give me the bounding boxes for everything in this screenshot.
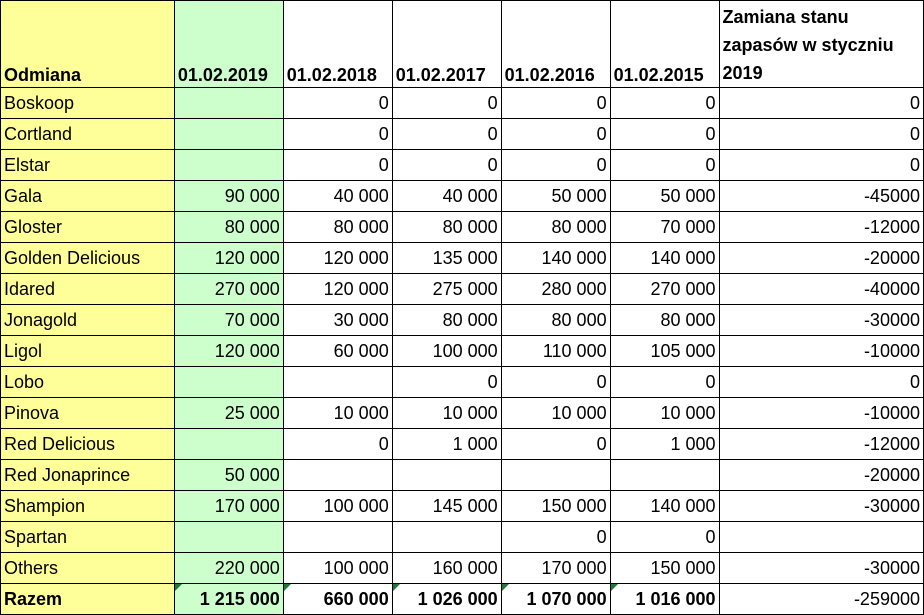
cell-variety[interactable]: Cortland xyxy=(1,119,175,150)
cell-variety[interactable]: Red Delicious xyxy=(1,429,175,460)
cell-variety[interactable]: Pinova xyxy=(1,398,175,429)
cell-2019[interactable]: 270 000 xyxy=(174,274,283,305)
cell-2018[interactable] xyxy=(283,460,392,491)
table-row xyxy=(1,522,924,553)
cell-2017[interactable]: 1 000 xyxy=(392,429,501,460)
cell-value: 1 070 000 xyxy=(526,589,607,609)
cell-2017[interactable]: 0 xyxy=(392,119,501,150)
cell-2016[interactable]: 280 000 xyxy=(501,274,610,305)
table-row xyxy=(1,336,924,367)
cell-variety[interactable]: Shampion xyxy=(1,491,175,522)
cell-variety[interactable]: Others xyxy=(1,553,175,584)
cell-change[interactable]: -30000 xyxy=(719,553,923,584)
cell-2017[interactable]: 145 000 xyxy=(392,491,501,522)
formula-warning-indicator xyxy=(393,584,400,591)
cell-variety[interactable]: Red Jonaprince xyxy=(1,460,175,491)
cell-value: 1 016 000 xyxy=(635,589,716,609)
cell-2019[interactable]: 25 000 xyxy=(174,398,283,429)
cell-variety[interactable]: Ligol xyxy=(1,336,175,367)
cell-value: 1 026 000 xyxy=(417,589,498,609)
cell-2016[interactable]: 110 000 xyxy=(501,336,610,367)
cell-2017[interactable]: 100 000 xyxy=(392,336,501,367)
cell-change[interactable]: -45000 xyxy=(719,181,923,212)
cell-2015[interactable] xyxy=(610,584,719,615)
cell-2019[interactable] xyxy=(174,367,283,398)
cell-variety[interactable]: Razem xyxy=(1,584,175,615)
cell-2017[interactable]: 275 000 xyxy=(392,274,501,305)
cell-change[interactable]: -20000 xyxy=(719,460,923,491)
cell-change[interactable]: -30000 xyxy=(719,491,923,522)
cell-2018[interactable]: 120 000 xyxy=(283,274,392,305)
cell-change[interactable]: 0 xyxy=(719,119,923,150)
table-row xyxy=(1,460,924,491)
formula-warning-indicator xyxy=(611,584,618,591)
cell-2017[interactable] xyxy=(392,460,501,491)
cell-2019[interactable]: 120 000 xyxy=(174,243,283,274)
cell-2018[interactable] xyxy=(283,367,392,398)
cell-2018[interactable]: 60 000 xyxy=(283,336,392,367)
cell-2017[interactable]: 160 000 xyxy=(392,553,501,584)
table-row xyxy=(1,398,924,429)
cell-2018[interactable]: 0 xyxy=(283,119,392,150)
cell-2017[interactable] xyxy=(392,522,501,553)
cell-value: 660 000 xyxy=(323,589,389,609)
table-row xyxy=(1,429,924,460)
table-row xyxy=(1,88,924,119)
cell-2019[interactable] xyxy=(174,150,283,181)
cell-2017[interactable]: 0 xyxy=(392,150,501,181)
cell-change[interactable]: -40000 xyxy=(719,274,923,305)
cell-2018[interactable]: 10 000 xyxy=(283,398,392,429)
cell-2016[interactable]: 0 xyxy=(501,522,610,553)
header-row xyxy=(1,1,924,88)
formula-warning-indicator xyxy=(175,584,182,591)
table-row xyxy=(1,243,924,274)
cell-2015[interactable]: 50 000 xyxy=(610,181,719,212)
cell-change[interactable]: -30000 xyxy=(719,305,923,336)
cell-2015[interactable]: 0 xyxy=(610,522,719,553)
cell-2015[interactable]: 0 xyxy=(610,150,719,181)
formula-warning-indicator xyxy=(284,584,291,591)
header-cell-variety[interactable]: Odmiana xyxy=(1,1,175,88)
cell-variety[interactable]: Elstar xyxy=(1,150,175,181)
cell-2017[interactable]: 0 xyxy=(392,88,501,119)
cell-2015[interactable]: 140 000 xyxy=(610,243,719,274)
cell-2019[interactable]: 170 000 xyxy=(174,491,283,522)
cell-2016[interactable]: 50 000 xyxy=(501,181,610,212)
cell-2016[interactable]: 140 000 xyxy=(501,243,610,274)
cell-2018[interactable]: 80 000 xyxy=(283,212,392,243)
cell-2016[interactable]: 0 xyxy=(501,150,610,181)
cell-2016[interactable]: 0 xyxy=(501,119,610,150)
cell-2016[interactable]: 0 xyxy=(501,88,610,119)
cell-change[interactable]: 0 xyxy=(719,88,923,119)
cell-variety[interactable]: Jonagold xyxy=(1,305,175,336)
cell-2016[interactable]: 150 000 xyxy=(501,491,610,522)
cell-2015[interactable]: 0 xyxy=(610,119,719,150)
cell-2015[interactable]: 0 xyxy=(610,88,719,119)
table-row xyxy=(1,367,924,398)
cell-change[interactable]: -12000 xyxy=(719,429,923,460)
cell-2019[interactable]: 120 000 xyxy=(174,336,283,367)
cell-2019[interactable]: 70 000 xyxy=(174,305,283,336)
cell-2015[interactable]: 270 000 xyxy=(610,274,719,305)
header-cell-2018[interactable]: 01.02.2018 xyxy=(283,1,392,88)
cell-2016[interactable]: 80 000 xyxy=(501,212,610,243)
table-row xyxy=(1,181,924,212)
cell-2015[interactable]: 10 000 xyxy=(610,398,719,429)
cell-2018[interactable]: 0 xyxy=(283,429,392,460)
cell-2018[interactable]: 120 000 xyxy=(283,243,392,274)
cell-change[interactable]: 0 xyxy=(719,367,923,398)
cell-change[interactable]: -10000 xyxy=(719,398,923,429)
cell-2019[interactable]: 220 000 xyxy=(174,553,283,584)
cell-change[interactable]: -259000 xyxy=(719,584,923,615)
cell-2015[interactable]: 70 000 xyxy=(610,212,719,243)
cell-2016[interactable]: 80 000 xyxy=(501,305,610,336)
cell-variety[interactable]: Boskoop xyxy=(1,88,175,119)
cell-2019[interactable] xyxy=(174,88,283,119)
header-cell-change[interactable]: Zamiana stanu zapasów w styczniu 2019 xyxy=(719,1,923,88)
cell-2016[interactable]: 170 000 xyxy=(501,553,610,584)
table-row xyxy=(1,274,924,305)
cell-2019[interactable] xyxy=(174,522,283,553)
cell-2018[interactable] xyxy=(283,522,392,553)
cell-2017[interactable]: 80 000 xyxy=(392,212,501,243)
cell-2017[interactable]: 40 000 xyxy=(392,181,501,212)
cell-2019[interactable] xyxy=(174,119,283,150)
cell-variety[interactable]: Gala xyxy=(1,181,175,212)
cell-2018[interactable] xyxy=(283,584,392,615)
cell-2015[interactable] xyxy=(610,460,719,491)
table-row xyxy=(1,305,924,336)
cell-variety[interactable]: Idared xyxy=(1,274,175,305)
header-cell-2017[interactable]: 01.02.2017 xyxy=(392,1,501,88)
cell-change[interactable]: 0 xyxy=(719,150,923,181)
header-cell-2015[interactable]: 01.02.2015 xyxy=(610,1,719,88)
cell-2016[interactable] xyxy=(501,584,610,615)
cell-2016[interactable] xyxy=(501,460,610,491)
cell-2018[interactable]: 0 xyxy=(283,150,392,181)
table-row xyxy=(1,119,924,150)
total-row xyxy=(1,584,924,615)
cell-2016[interactable]: 0 xyxy=(501,367,610,398)
cell-2019[interactable]: 50 000 xyxy=(174,460,283,491)
formula-warning-indicator xyxy=(502,584,509,591)
cell-2018[interactable]: 40 000 xyxy=(283,181,392,212)
table-row xyxy=(1,553,924,584)
cell-change[interactable] xyxy=(719,522,923,553)
cell-change[interactable]: -10000 xyxy=(719,336,923,367)
cell-2019[interactable] xyxy=(174,429,283,460)
cell-2018[interactable]: 30 000 xyxy=(283,305,392,336)
table-row xyxy=(1,491,924,522)
cell-value: 1 215 000 xyxy=(199,589,280,609)
cell-2016[interactable]: 10 000 xyxy=(501,398,610,429)
cell-change[interactable]: -20000 xyxy=(719,243,923,274)
table-row xyxy=(1,150,924,181)
cell-2019[interactable]: 90 000 xyxy=(174,181,283,212)
cell-2015[interactable]: 140 000 xyxy=(610,491,719,522)
cell-variety[interactable]: Gloster xyxy=(1,212,175,243)
header-cell-2019[interactable]: 01.02.2019 xyxy=(174,1,283,88)
cell-variety[interactable]: Lobo xyxy=(1,367,175,398)
cell-change[interactable]: -12000 xyxy=(719,212,923,243)
cell-2017[interactable]: 135 000 xyxy=(392,243,501,274)
cell-2015[interactable]: 80 000 xyxy=(610,305,719,336)
cell-2017[interactable]: 10 000 xyxy=(392,398,501,429)
cell-2015[interactable]: 105 000 xyxy=(610,336,719,367)
cell-2018[interactable]: 0 xyxy=(283,88,392,119)
table-row xyxy=(1,212,924,243)
header-cell-2016[interactable]: 01.02.2016 xyxy=(501,1,610,88)
cell-2017[interactable] xyxy=(392,584,501,615)
cell-2015[interactable]: 150 000 xyxy=(610,553,719,584)
cell-variety[interactable]: Spartan xyxy=(1,522,175,553)
cell-variety[interactable]: Golden Delicious xyxy=(1,243,175,274)
cell-2017[interactable]: 0 xyxy=(392,367,501,398)
cell-2019[interactable]: 80 000 xyxy=(174,212,283,243)
cell-2015[interactable]: 1 000 xyxy=(610,429,719,460)
cell-2015[interactable]: 0 xyxy=(610,367,719,398)
cell-2016[interactable]: 0 xyxy=(501,429,610,460)
cell-2018[interactable]: 100 000 xyxy=(283,553,392,584)
cell-2018[interactable]: 100 000 xyxy=(283,491,392,522)
cell-2019[interactable] xyxy=(174,584,283,615)
cell-2017[interactable]: 80 000 xyxy=(392,305,501,336)
